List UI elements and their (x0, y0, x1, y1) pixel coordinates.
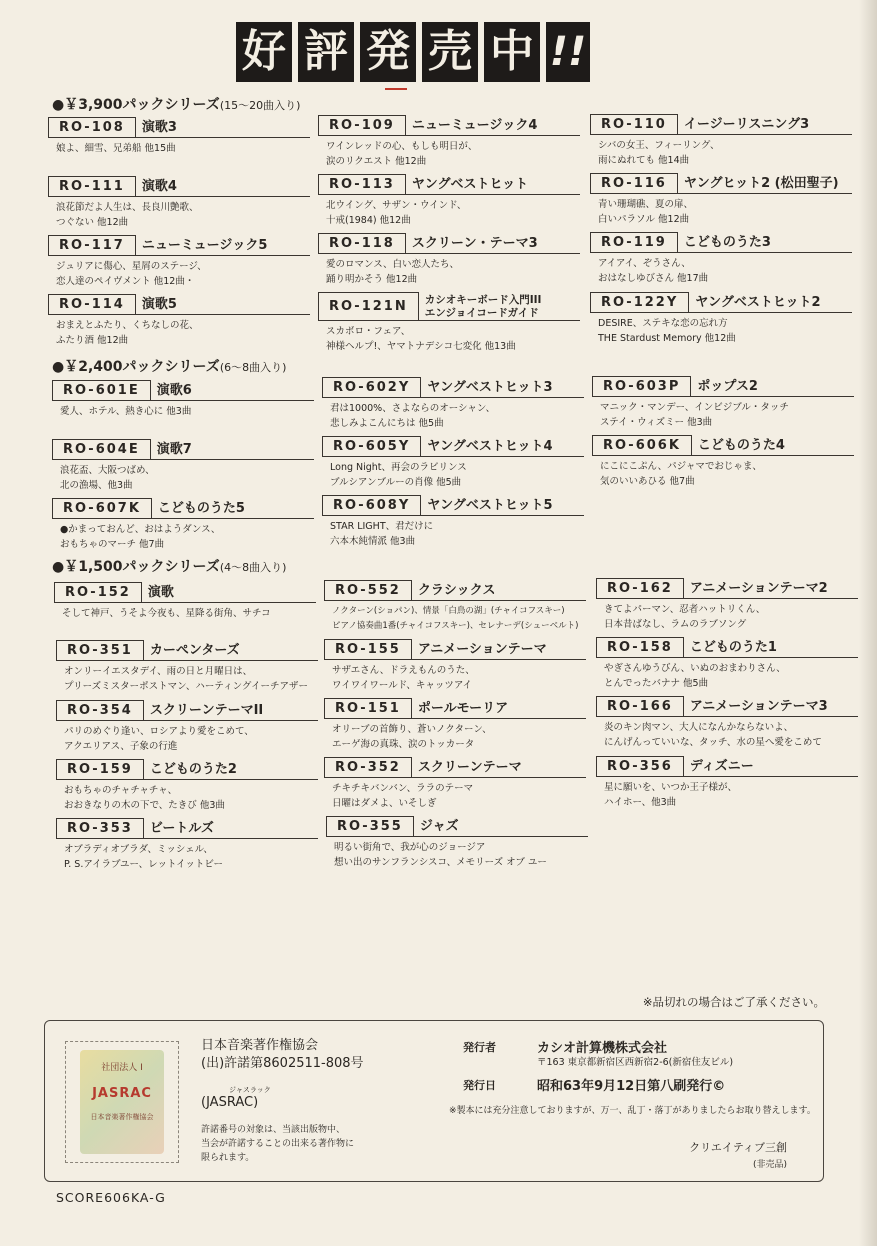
seal-mark-text: JASRAC (92, 1086, 152, 1101)
item-description: ノクターン(ショパン)、情景「白鳥の湖」(チャイコフスキー) ピアノ協奏曲1番(チャイコフスキー)、セレナーデ(シューベルト) (332, 606, 579, 631)
catalog-item (596, 756, 858, 810)
jasrac-seal-sticker (80, 1050, 164, 1154)
item-code: RO-113 (318, 174, 406, 194)
item-title: 演歌6 (156, 383, 192, 398)
heading-char: 評 (298, 22, 354, 82)
catalog-item (318, 292, 580, 354)
item-code: RO-118 (318, 233, 406, 253)
catalog-item (324, 757, 586, 811)
catalog-item (324, 639, 586, 693)
item-description: 炎のキン肉マン、大人になんかならないよ、 にんげんっていいな、タッチ、水の星へ愛をこめて (604, 722, 822, 748)
item-description: アイアイ、ぞうさん、 おはなしゆびさん 他17曲 (598, 258, 709, 284)
item-code: RO-604E (52, 439, 151, 459)
jasrac-seal (65, 1041, 179, 1163)
item-description: やぎさんゆうびん、いぬのおまわりさん、 とんでったバナナ 他5曲 (604, 663, 786, 689)
catalog-item (322, 377, 584, 431)
series-label: ●￥3,900パックシリーズ (52, 97, 220, 113)
item-title: アニメーションテーマ2 (689, 581, 828, 596)
catalog-item (322, 436, 584, 490)
catalog-item (324, 698, 586, 752)
catalog-item (590, 232, 852, 286)
item-code: RO-114 (48, 294, 136, 314)
item-title: 演歌3 (141, 120, 177, 135)
item-title: ヤングベストヒット4 (427, 439, 553, 454)
item-code: RO-351 (56, 640, 144, 660)
item-description: そして神戸、うそよ今夜も、星降る街角、サチコ (62, 608, 271, 619)
out-of-stock-notice: ※品切れの場合はご了承ください。 (642, 995, 825, 1009)
item-title: こどものうた3 (683, 235, 771, 250)
item-title: スクリーン・テーマ3 (411, 236, 538, 251)
item-code: RO-111 (48, 176, 136, 196)
item-title: アニメーションテーマ (417, 642, 547, 657)
catalog-item (56, 759, 318, 813)
catalog-item (590, 173, 852, 227)
item-title: ビートルズ (149, 821, 214, 836)
heading-char: 好 (236, 22, 292, 82)
catalog-item (56, 818, 318, 872)
item-code: RO-352 (324, 757, 412, 777)
page-heading (236, 22, 590, 84)
catalog-item (592, 376, 854, 430)
item-title: 演歌5 (141, 297, 177, 312)
item-description: スカボロ・フェア、 神様ヘルプ!、ヤマトナデシコ七変化 他13曲 (326, 326, 516, 352)
item-description: パリのめぐり逢い、ロシアより愛をこめて、 アクエリアス、子象の行進 (64, 726, 254, 752)
catalog-item (48, 235, 310, 289)
item-title: カシオキーボード入門III エンジョイコードガイド (424, 294, 542, 319)
item-description: 浪花盃、大阪つばめ、 北の漁場、他3曲 (60, 465, 155, 491)
item-description: 娘よ、細雪、兄弟船 他15曲 (56, 143, 176, 154)
series-heading-2400 (52, 356, 286, 376)
catalog-item (590, 292, 852, 346)
colophon-box (44, 1020, 824, 1182)
item-description: STAR LIGHT、君だけに 六本木純情派 他3曲 (330, 521, 434, 547)
publisher-address: 〒163 東京都新宿区西新宿2-6(新宿住友ビル) (537, 1057, 734, 1068)
item-code: RO-354 (56, 700, 144, 720)
item-code: RO-603P (592, 376, 691, 396)
item-title: ヤングヒット2 (松田聖子) (683, 176, 839, 191)
catalog-item (596, 578, 858, 632)
item-description: 星に願いを、いつか王子様が、 ハイホー、他3曲 (604, 782, 738, 808)
item-code: RO-607K (52, 498, 152, 518)
item-description: Long Night、再会のラビリンス ブルシアンブルーの肖像 他5曲 (330, 462, 467, 488)
catalog-item (52, 439, 314, 493)
item-title: ディズニー (689, 759, 754, 774)
item-code: RO-116 (590, 173, 678, 193)
date-label: 発行日 (463, 1079, 496, 1092)
heading-underline (385, 88, 407, 90)
association-block (201, 1037, 364, 1073)
series-note: (4～8曲入り) (219, 561, 287, 574)
item-code: RO-155 (324, 639, 412, 659)
item-code: RO-608Y (322, 495, 421, 515)
heading-exclamation: !! (546, 22, 590, 82)
item-title: イージーリスニング3 (683, 117, 810, 132)
item-code: RO-353 (56, 818, 144, 838)
item-description: シバの女王、フィーリング、 雨にぬれても 他14曲 (598, 140, 720, 166)
publisher-label: 発行者 (463, 1041, 496, 1054)
publication-date: 昭和63年9月12日第八刷発行© (537, 1079, 726, 1094)
series-heading-1500 (52, 556, 286, 576)
item-title: ポップス2 (697, 379, 758, 394)
catalog-item (596, 637, 858, 691)
publisher-name: カシオ計算機株式会社 (537, 1041, 668, 1056)
item-code: RO-166 (596, 696, 684, 716)
item-code: RO-122Y (590, 292, 689, 312)
item-code: RO-356 (596, 756, 684, 776)
jasrac-reading: ジャスラック (229, 1086, 271, 1094)
series-note: (6～8曲入り) (219, 361, 287, 374)
item-title: こどものうた5 (157, 501, 245, 516)
item-code: RO-108 (48, 117, 136, 137)
item-code: RO-552 (324, 580, 412, 600)
item-code: RO-121N (318, 292, 419, 320)
series-label: ●￥2,400パックシリーズ (52, 359, 220, 375)
catalog-item (324, 580, 586, 634)
item-description: サザエさん、ドラえもんのうた、 ワイワイワールド、キャッツアイ (332, 665, 475, 691)
item-description: マニック・マンデー、インビジブル・タッチ ステイ・ウィズミー 他3曲 (600, 402, 789, 428)
item-title: カーペンターズ (149, 643, 240, 658)
item-title: ジャズ (419, 819, 459, 834)
item-description: おまえとふたり、くちなしの花、 ふたり酒 他12曲 (56, 320, 199, 346)
item-code: RO-117 (48, 235, 136, 255)
not-for-sale: (非売品) (752, 1160, 787, 1170)
item-code: RO-601E (52, 380, 151, 400)
catalog-item (592, 435, 854, 489)
item-title: ポールモーリア (417, 701, 509, 716)
jasrac-label: (JASRAC) (201, 1095, 259, 1110)
item-description: きてよパーマン、忍者ハットリくん、 日本昔ばなし、ラムのラブソング (604, 604, 766, 630)
item-description: おもちゃのチャチャチャ、 おおきなりの木の下で、たきび 他3曲 (64, 785, 225, 811)
seal-bottom-text: 日本音楽著作権協会 (90, 1113, 154, 1121)
item-title: こどものうた1 (689, 640, 777, 655)
item-title: ニューミュージック5 (141, 238, 268, 253)
creative-credit: クリエイティブ三創 (689, 1141, 787, 1154)
catalog-item (318, 115, 580, 169)
item-title: 演歌4 (141, 179, 177, 194)
catalog-item (318, 233, 580, 287)
item-code: RO-162 (596, 578, 684, 598)
binding-caution: ※製本には充分注意しておりますが、万一、乱丁・落丁がありましたらお取り替えします。 (449, 1106, 816, 1116)
page-edge (859, 0, 877, 1246)
catalog-item (52, 380, 314, 419)
item-description: オリーブの首飾り、蒼いノクターン、 エーゲ海の真珠、涙のトッカータ (332, 724, 492, 750)
catalog-item (54, 582, 316, 621)
catalog-item (48, 176, 310, 230)
catalog-item (56, 640, 318, 694)
heading-char: 売 (422, 22, 478, 82)
item-description: 明るい街角で、我が心のジョージア 想い出のサンフランシスコ、メモリーズ オブ ユー (334, 842, 547, 868)
item-title: こどものうた4 (697, 438, 785, 453)
item-code: RO-355 (326, 816, 414, 836)
heading-char: 中 (484, 22, 540, 82)
catalog-item (596, 696, 858, 750)
item-description: 愛人、ホテル、熱き心に 他3曲 (60, 406, 192, 417)
item-title: ヤングベストヒット (411, 177, 529, 192)
item-title: クラシックス (417, 583, 496, 598)
item-description: ●かまっておんど、おはようダンス、 おもちゃのマーチ 他7曲 (60, 524, 221, 550)
catalog-item (318, 174, 580, 228)
permit-note: 許諾番号の対象は、当該出版物中、 当会が許諾することの出来る著作物に 限られます。 (201, 1125, 355, 1163)
item-description: DESIRE、ステキな恋の忘れ方 THE Stardust Memory 他12曲 (598, 318, 736, 344)
item-title: ヤングベストヒット2 (695, 295, 821, 310)
item-title: 演歌 (147, 585, 174, 600)
series-note: (15～20曲入り) (219, 99, 301, 112)
catalog-item (322, 495, 584, 549)
heading-char: 発 (360, 22, 416, 82)
catalog-item (48, 294, 310, 348)
item-description: 青い珊瑚礁、夏の扉、 白いパラソル 他12曲 (598, 199, 694, 225)
catalog-item (48, 117, 310, 156)
association-name: 日本音楽著作権協会 (201, 1038, 319, 1053)
item-title: 演歌7 (156, 442, 192, 457)
item-description: 愛のロマンス、白い恋人たち、 踊り明かそう 他12曲 (326, 259, 460, 285)
score-code: SCORE606KA-G (56, 1190, 166, 1205)
item-description: チキチキバンバン、ララのテーマ 日曜はダメよ、いそしぎ (332, 783, 474, 809)
item-code: RO-151 (324, 698, 412, 718)
item-code: RO-159 (56, 759, 144, 779)
item-code: RO-119 (590, 232, 678, 252)
item-title: スクリーンテーマ (417, 760, 522, 775)
item-title: アニメーションテーマ3 (689, 699, 828, 714)
series-heading-3900 (52, 94, 300, 114)
item-description: オブラディオブラダ、ミッシェル、 P. S.アイラブユー、レットイットビー (64, 844, 223, 870)
item-title: こどものうた2 (149, 762, 237, 777)
item-code: RO-158 (596, 637, 684, 657)
series-label: ●￥1,500パックシリーズ (52, 559, 220, 575)
item-description: オンリーイエスタデイ、雨の日と月曜日は、 プリーズミスターポストマン、ハーティングイーチアザー (64, 666, 308, 692)
catalog-item (56, 700, 318, 754)
item-description: 浪花節だよ人生は、長良川艶歌、 つぐない 他12曲 (56, 202, 199, 228)
item-code: RO-109 (318, 115, 406, 135)
item-description: にこにこぷん、パジャマでおじゃま、 気のいいあひる 他7曲 (600, 461, 762, 487)
item-title: ヤングベストヒット5 (427, 498, 553, 513)
seal-top-text: 社団法人 I (101, 1063, 143, 1073)
item-code: RO-110 (590, 114, 678, 134)
item-title: ヤングベストヒット3 (427, 380, 553, 395)
item-description: 北ウイング、サザン・ウインド、 十戒(1984) 他12曲 (326, 200, 467, 226)
item-code: RO-152 (54, 582, 142, 602)
item-description: 君は1000%、さよならのオーシャン、 悲しみよこんにちは 他5曲 (330, 403, 496, 429)
catalog-item (326, 816, 588, 870)
catalog-item (590, 114, 852, 168)
item-title: スクリーンテーマII (149, 703, 264, 718)
item-title: ニューミュージック4 (411, 118, 538, 133)
item-code: RO-602Y (322, 377, 421, 397)
item-description: ジュリアに傷心、星屑のステージ、 恋人達のペイヴメント 他12曲・ (56, 261, 207, 287)
item-code: RO-605Y (322, 436, 421, 456)
item-code: RO-606K (592, 435, 692, 455)
permit-number: (出)許諾第8602511-808号 (201, 1056, 364, 1071)
catalog-item (52, 498, 314, 552)
item-description: ワインレッドの心、もしも明日が、 涙のリクエスト 他12曲 (326, 141, 478, 167)
